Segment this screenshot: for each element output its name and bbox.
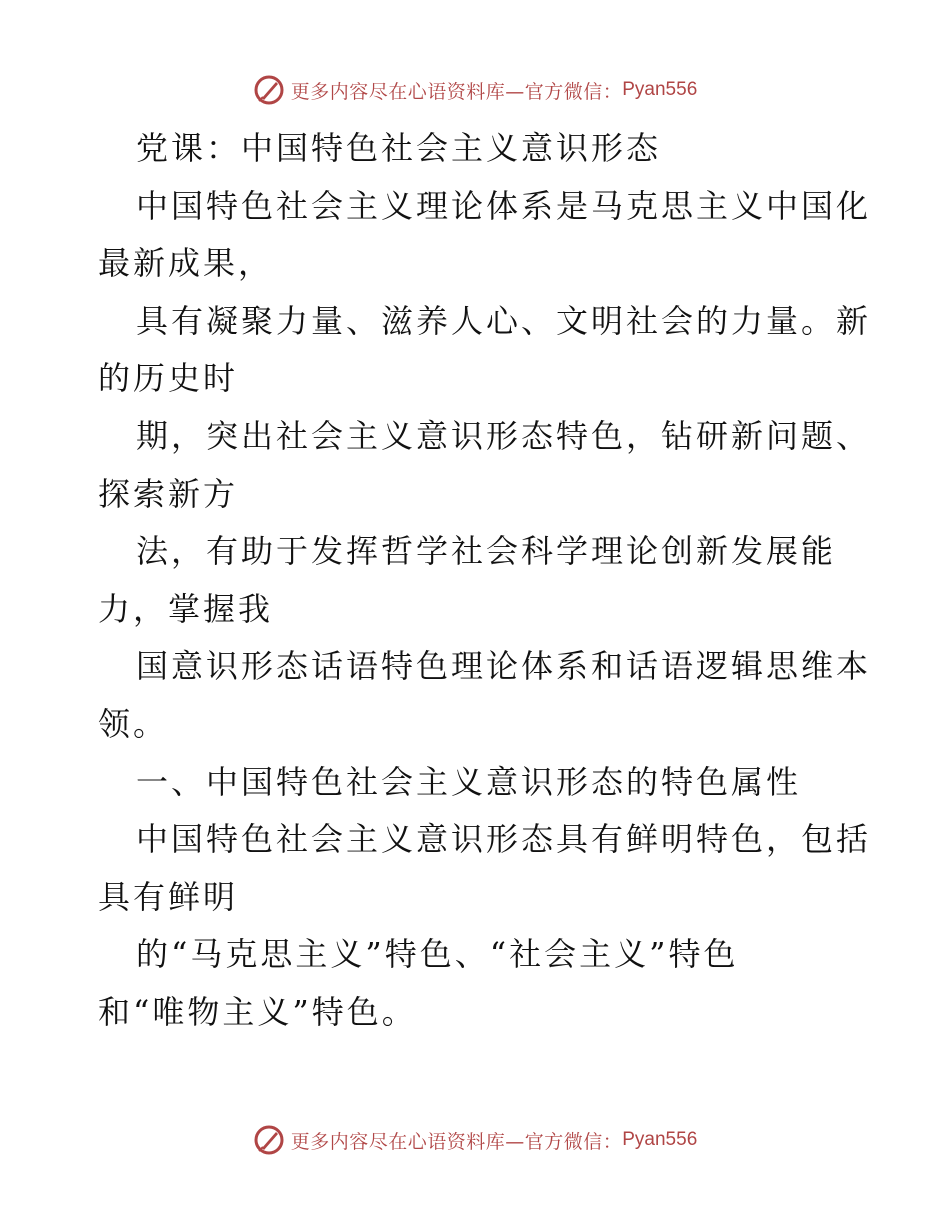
section-heading: 一、中国特色社会主义意识形态的特色属性 [136,762,802,801]
text-line: 探索新方 [98,474,239,513]
text-line: 法，有助于发挥哲学社会科学理论创新发展能 [136,532,837,571]
text-line: 的“马克思主义”特色、“社会主义”特色 [136,935,739,974]
text-line: 具有凝聚力量、滋养人心、文明社会的力量。新 [136,301,872,340]
quill-logo-icon [253,1124,285,1156]
text-line: 具有鲜明 [98,877,239,916]
text-line: 的历史时 [98,359,239,398]
text-line: 中国特色社会主义意识形态具有鲜明特色，包括 [136,820,872,859]
banner-text: 更多内容尽在心语资料库—官方微信： [290,80,623,103]
header-banner [0,70,950,110]
document-title: 党课：中国特色社会主义意识形态 [136,129,662,167]
text-line: 和“唯物主义”特色。 [98,992,417,1031]
text-line: 领。 [98,704,169,743]
text-line: 期，突出社会主义意识形态特色，钻研新问题、 [136,416,872,455]
text-line: 国意识形态话语特色理论体系和话语逻辑思维本 [136,647,872,686]
banner-wechat-id: Pyan556 [622,79,698,100]
text-line: 最新成果， [98,244,274,283]
banner-text: 更多内容尽在心语资料库—官方微信： [290,1130,623,1153]
document-body [98,120,872,1042]
banner-wechat-id: Pyan556 [622,1129,698,1150]
text-line: 力，掌握我 [98,589,274,628]
quill-logo-icon [253,74,285,106]
text-line: 中国特色社会主义理论体系是马克思主义中国化 [136,186,872,225]
footer-banner [0,1120,950,1160]
